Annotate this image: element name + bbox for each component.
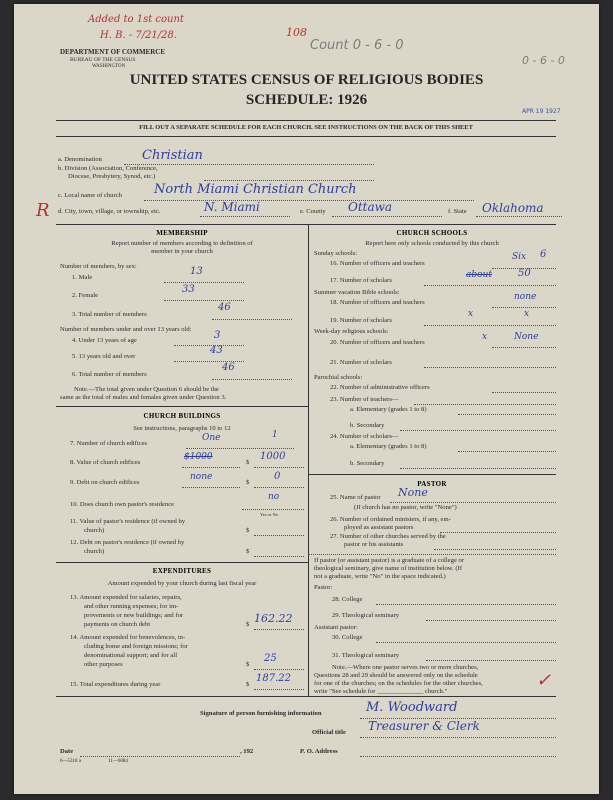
schools-subtitle: Report here only schools conducted by this church xyxy=(365,240,499,247)
received-stamp: APR 19 1927 xyxy=(522,108,561,115)
q23-line xyxy=(414,404,556,405)
summer-schools: Summer vacation Bible schools: xyxy=(314,289,400,296)
denomination-line xyxy=(124,164,374,165)
local-name-label: c. Local name of church xyxy=(58,192,122,199)
q9-line-1 xyxy=(182,487,240,488)
signature-label: Signature of person furnishing information xyxy=(200,710,322,717)
count-note: Count 0 - 6 - 0 xyxy=(310,38,404,53)
q16-label: 16. Number of officers and teachers xyxy=(330,260,425,267)
q13-line-2: and other running expenses; for im- xyxy=(84,603,179,610)
q2-value[interactable]: 33 xyxy=(182,284,195,295)
q10-value[interactable]: no xyxy=(268,492,280,502)
q18-label: 18. Number of officers and teachers xyxy=(330,299,425,306)
q13-value[interactable]: 162.22 xyxy=(254,612,293,625)
q7-mark: 1 xyxy=(272,430,278,440)
dept-line-1: DEPARTMENT OF COMMERCE xyxy=(60,48,166,56)
division-line xyxy=(204,180,374,181)
membership-subtitle-1: Report number of members according to definition of xyxy=(111,240,253,247)
q18-value[interactable]: none xyxy=(514,292,537,302)
date-line xyxy=(80,756,240,757)
q30-line xyxy=(376,642,556,643)
grad-line-3: not a graduate, write "No" in the space indicated.) xyxy=(314,573,446,580)
po-address-line xyxy=(360,756,556,757)
q12-label-2: church) xyxy=(84,548,105,555)
grad-rule xyxy=(308,554,556,555)
q15-line xyxy=(254,689,304,690)
q4-value[interactable]: 3 xyxy=(214,330,221,341)
q22-line xyxy=(492,392,556,393)
q20-x: x xyxy=(482,332,488,342)
pastor-rule xyxy=(308,474,556,475)
q24-label: 24. Number of scholars— xyxy=(330,433,399,440)
q15-dollar: $ xyxy=(246,681,250,688)
buildings-title: CHURCH BUILDINGS xyxy=(143,412,221,420)
q10-line xyxy=(242,509,304,510)
buildings-rule xyxy=(56,406,308,407)
q23a-label: a. Elementary (grades 1 to 8) xyxy=(350,406,427,413)
q14-value[interactable]: 25 xyxy=(264,653,277,664)
instruction-line: FILL OUT A SEPARATE SCHEDULE FOR EACH CHURCH. SEE INSTRUCTIONS ON THE BACK OF THIS SHEET xyxy=(139,124,473,131)
q28-line xyxy=(376,604,556,605)
q29-label: 29. Theological seminary xyxy=(332,612,400,619)
expenditures-subtitle: Amount expended by your church during last fiscal year xyxy=(107,580,257,587)
q31-label: 31. Theological seminary xyxy=(332,652,400,659)
q15-value[interactable]: 187.22 xyxy=(256,673,291,684)
column-divider xyxy=(308,224,309,696)
q16-value[interactable]: Six xyxy=(512,252,527,262)
signature-value[interactable]: M. Woodward xyxy=(366,700,458,715)
state-line xyxy=(476,216,562,217)
q16-mark: 6 xyxy=(540,249,547,260)
date-label: Date xyxy=(60,748,74,755)
q27-answer-line xyxy=(434,549,556,550)
q11-dollar: $ xyxy=(246,527,250,534)
state-value[interactable]: Oklahoma xyxy=(482,201,544,215)
form-title: UNITED STATES CENSUS OF RELIGIOUS BODIES xyxy=(129,72,484,88)
q24a-label: a. Elementary (grades 1 to 8) xyxy=(350,443,427,450)
header-rule-top xyxy=(56,120,556,121)
q5-label: 5. 13 years old and over xyxy=(72,353,136,360)
pastor-note-1: Note.—Where one pastor serves two or more churches, xyxy=(332,664,479,671)
q13-line-4: payments on church debt xyxy=(84,621,151,628)
q12-line xyxy=(254,556,304,557)
q11-label: 11. Value of pastor's residence (if owned by xyxy=(70,518,186,525)
q17-label: 17. Number of scholars xyxy=(330,277,392,284)
q8-dollar: $ xyxy=(246,459,250,466)
membership-note-2: same as the total of males and females given under Question 3. xyxy=(60,394,227,401)
q25-line xyxy=(390,502,556,503)
denomination-value[interactable]: Christian xyxy=(142,148,203,163)
schools-title: CHURCH SCHOOLS xyxy=(396,229,468,237)
q25-label: 25. Name of pastor xyxy=(330,494,381,501)
q1-label: 1. Male xyxy=(72,274,93,281)
q1-line xyxy=(164,282,244,283)
q20-label: 20. Number of officers and teachers xyxy=(330,339,425,346)
q22-label: 22. Number of administrative officers xyxy=(330,384,430,391)
q14-line-2: cluding home and foreign missions; for xyxy=(84,643,188,650)
q8-line-1 xyxy=(182,467,240,468)
state-label: f. State xyxy=(448,208,467,215)
q4-label: 4. Under 13 years of age xyxy=(72,337,137,344)
q8-struck: $1000 xyxy=(184,452,213,462)
q9-dollar: $ xyxy=(246,479,250,486)
footer-rule xyxy=(56,696,556,697)
pastor-note-3: for one of the churches; on the schedules for the other churches, xyxy=(314,680,483,687)
expenditures-rule xyxy=(56,562,308,563)
number-108: 108 xyxy=(286,26,307,39)
local-name-line xyxy=(144,200,474,201)
section-rule-top xyxy=(56,224,556,225)
county-label: e. County xyxy=(300,208,326,215)
q26-line-1: 26. Number of ordained ministers, if any, em- xyxy=(330,516,451,523)
assistant-label: Assistant pastor: xyxy=(314,624,358,631)
q8-label: 8. Value of church edifices xyxy=(70,459,141,466)
census-schedule-sheet xyxy=(14,4,599,794)
q21-label: 21. Number of scholars xyxy=(330,359,392,366)
city-label: d. City, town, village, or township, etc. xyxy=(58,208,161,215)
q12-dollar: $ xyxy=(246,548,250,555)
q27-line-1: 27. Number of other churches served by the xyxy=(330,533,446,540)
pastor-title: PASTOR xyxy=(417,480,447,488)
print-number: 11—6084 xyxy=(108,759,128,764)
grad-line-1: If pastor (or assistant pastor) is a graduate of a college or xyxy=(314,557,464,564)
q28-label: 28. College xyxy=(332,596,363,603)
q8-value[interactable]: 1000 xyxy=(260,451,286,462)
membership-subtitle-2: member in your church xyxy=(151,248,213,255)
q6-value[interactable]: 46 xyxy=(222,362,235,373)
city-line xyxy=(200,216,290,217)
q3-line xyxy=(212,319,292,320)
q24a-line xyxy=(458,451,556,452)
q23-label: 23. Number of teachers— xyxy=(330,396,399,403)
q3-label: 3. Total number of members xyxy=(72,311,147,318)
q23b-line xyxy=(400,430,556,431)
q6-label: 6. Total number of members xyxy=(72,371,147,378)
q24b-line xyxy=(400,468,556,469)
local-name-value[interactable]: North Miami Christian Church xyxy=(154,182,357,197)
age-header: Number of members under and over 13 years old: xyxy=(60,326,192,333)
q27-line-2: pastor or his assistants xyxy=(344,541,404,548)
q15-label: 15. Total expenditures during year xyxy=(70,681,161,688)
q3-value[interactable]: 46 xyxy=(218,302,231,313)
q13-line-3: provements or new buildings; and for xyxy=(84,612,184,619)
members-by-sex: Number of members, by sex: xyxy=(60,263,137,270)
q9-line-2 xyxy=(254,487,304,488)
q7-value[interactable]: One xyxy=(202,433,221,443)
q26-answer-line xyxy=(440,532,556,533)
q29-line xyxy=(426,620,556,621)
parochial-schools: Parochial schools: xyxy=(314,374,363,381)
dept-line-3: WASHINGTON xyxy=(92,64,126,69)
q7-line xyxy=(186,448,294,449)
q7-label: 7. Number of church edifices xyxy=(70,440,148,447)
schedule-heading: SCHEDULE: 1926 xyxy=(245,92,368,108)
q6-line xyxy=(212,379,292,380)
form-number: 6—5318 a xyxy=(60,759,81,764)
q1-value[interactable]: 13 xyxy=(190,266,203,277)
q8-line-2 xyxy=(254,467,304,468)
q14-line-3: denominational support; and for all xyxy=(84,652,178,659)
check-mark: ✓ xyxy=(536,670,552,691)
weekday-schools: Week-day religious schools: xyxy=(314,328,389,335)
q21-line xyxy=(424,367,556,368)
q26-line-2: ployed as assistant pastors xyxy=(344,524,414,531)
q17-struck: about xyxy=(466,270,492,280)
r-mark: R xyxy=(36,200,50,221)
q19-mark: x xyxy=(524,309,530,319)
q9-word[interactable]: none xyxy=(190,472,213,482)
q11-line xyxy=(254,535,304,536)
q20-value[interactable]: None xyxy=(514,332,539,342)
added-note: Added to 1st count xyxy=(88,14,184,25)
q30-label: 30. College xyxy=(332,634,363,641)
q23a-line xyxy=(458,414,556,415)
q5-value[interactable]: 43 xyxy=(210,345,223,356)
grad-line-2: theological seminary, give name of institution below. (If xyxy=(314,565,463,572)
count-right-note: 0 - 6 - 0 xyxy=(522,54,565,67)
q13-dollar: $ xyxy=(246,621,250,628)
division-label: b. Division (Association, Conference, xyxy=(58,165,158,172)
official-title-label: Official title xyxy=(312,729,346,736)
q13-answer-line xyxy=(254,629,304,630)
q20-line xyxy=(492,347,556,348)
pastor-note-4: write "See schedule for ______________ church." xyxy=(314,688,448,695)
q14-line-4: other purposes xyxy=(84,661,123,668)
membership-title: MEMBERSHIP xyxy=(156,229,208,237)
q17-line xyxy=(424,285,556,286)
q12-label: 12. Debt on pastor's residence (if owned by xyxy=(70,539,185,546)
county-value[interactable]: Ottawa xyxy=(348,200,393,214)
dept-line-2: BUREAU OF THE CENSUS xyxy=(70,57,136,63)
q10-label: 10. Does church own pastor's residence xyxy=(70,501,175,508)
city-value[interactable]: N. Miami xyxy=(204,200,260,214)
q14-line-1: 14. Amount expended for benevolences, in- xyxy=(70,634,186,641)
q9-label: 9. Debt on church edifices xyxy=(70,479,140,486)
pastor-label: Pastor: xyxy=(314,584,333,591)
membership-note-1: Note.—The total given under Question 6 should be the xyxy=(74,386,219,393)
q23b-label: b. Secondary xyxy=(350,422,385,429)
initials-date-note: H. B. - 7/21/28. xyxy=(100,30,178,41)
date-year: , 192 xyxy=(240,748,254,755)
q24b-label: b. Secondary xyxy=(350,460,385,467)
q11-label-2: church) xyxy=(84,527,105,534)
q10-hint: Yes or No xyxy=(260,512,279,517)
official-title-line xyxy=(360,737,556,738)
sunday-schools: Sunday schools: xyxy=(314,250,358,257)
division-label-2: Diocese, Presbytery, Synod, etc.) xyxy=(68,173,156,180)
q2-line xyxy=(164,300,244,301)
q14-answer-line xyxy=(254,669,304,670)
county-line xyxy=(332,216,442,217)
buildings-subtitle: See instructions, paragraphs 10 to 12 xyxy=(133,425,231,432)
q19-label: 19. Number of scholars xyxy=(330,317,392,324)
official-title-value[interactable]: Treasurer & Clerk xyxy=(368,719,480,733)
q14-dollar: $ xyxy=(246,661,250,668)
q19-line xyxy=(424,325,556,326)
q4-line xyxy=(174,345,244,346)
q2-label: 2. Female xyxy=(72,292,99,299)
denomination-label: a. Denomination xyxy=(58,156,102,163)
q19-value[interactable]: x xyxy=(468,309,474,319)
q17-value[interactable]: 50 xyxy=(518,268,531,279)
q18-line xyxy=(492,307,556,308)
q25-hint: (If church has no pastor, write "None") xyxy=(354,504,457,511)
header-rule-bottom xyxy=(56,136,556,137)
q9-value[interactable]: 0 xyxy=(274,471,281,482)
po-address-label: P. O. Address xyxy=(300,748,338,755)
q25-value[interactable]: None xyxy=(398,486,428,499)
q31-line xyxy=(426,660,556,661)
q13-line-1: 13. Amount expended for salaries, repairs, xyxy=(70,594,182,601)
pastor-note-2: Questions 28 and 29 should be answered only on the schedule xyxy=(314,672,478,679)
expenditures-title: EXPENDITURES xyxy=(152,567,212,575)
